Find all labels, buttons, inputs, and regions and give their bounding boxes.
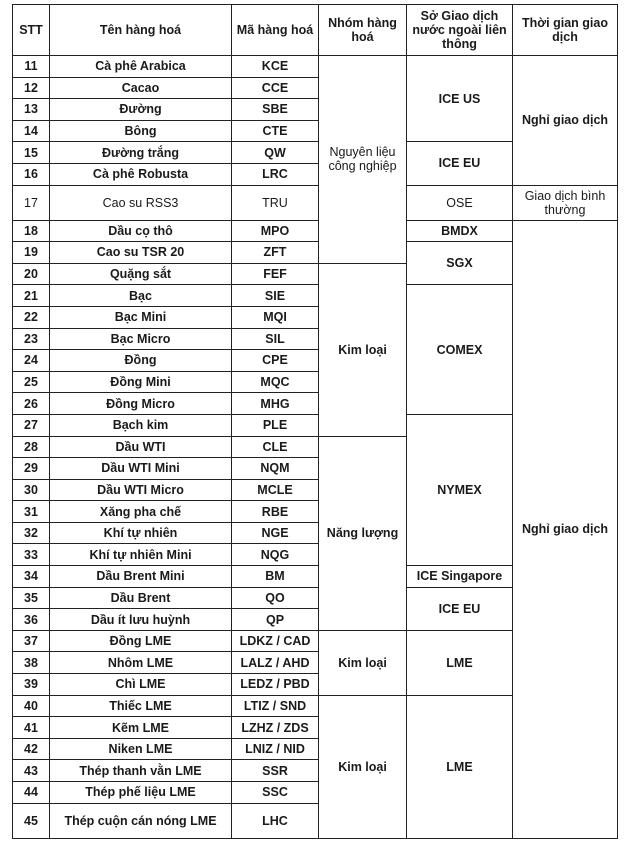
name-cell: Cacao [50, 77, 232, 99]
code-cell: QP [232, 609, 319, 631]
name-cell: Đồng Micro [50, 393, 232, 415]
stt-cell: 25 [13, 371, 50, 393]
exchange-cell: OSE [407, 185, 513, 220]
name-cell: Cà phê Arabica [50, 56, 232, 78]
name-cell: Thép thanh vằn LME [50, 760, 232, 782]
table-row [13, 185, 618, 220]
stt-cell: 36 [13, 609, 50, 631]
code-cell: LHC [232, 803, 319, 838]
name-cell: Dầu cọ thô [50, 220, 232, 242]
stt-cell: 16 [13, 163, 50, 185]
stt-cell: 15 [13, 142, 50, 164]
name-cell: Khí tự nhiên [50, 522, 232, 544]
name-cell: Dầu Brent [50, 587, 232, 609]
stt-cell: 14 [13, 120, 50, 142]
stt-cell: 38 [13, 652, 50, 674]
header-group: Nhóm hàng hoá [319, 5, 407, 56]
exchange-cell: SGX [407, 242, 513, 285]
stt-cell: 20 [13, 263, 50, 285]
code-cell: SSR [232, 760, 319, 782]
stt-cell: 18 [13, 220, 50, 242]
stt-cell: 26 [13, 393, 50, 415]
name-cell: Chì LME [50, 674, 232, 696]
name-cell: Dầu WTI [50, 436, 232, 458]
code-cell: CCE [232, 77, 319, 99]
code-cell: NGE [232, 522, 319, 544]
stt-cell: 13 [13, 99, 50, 121]
stt-cell: 39 [13, 674, 50, 696]
name-cell: Đồng Mini [50, 371, 232, 393]
exchange-cell: LME [407, 630, 513, 695]
code-cell: FEF [232, 263, 319, 285]
exchange-cell: ICE EU [407, 142, 513, 185]
code-cell: LNIZ / NID [232, 738, 319, 760]
stt-cell: 32 [13, 522, 50, 544]
name-cell: Bạc [50, 285, 232, 307]
stt-cell: 40 [13, 695, 50, 717]
time-cell: Giao dịch bình thường [513, 185, 618, 220]
stt-cell: 12 [13, 77, 50, 99]
name-cell: Thép phế liệu LME [50, 782, 232, 804]
stt-cell: 35 [13, 587, 50, 609]
stt-cell: 42 [13, 738, 50, 760]
code-cell: PLE [232, 414, 319, 436]
header-name: Tên hàng hoá [50, 5, 232, 56]
stt-cell: 37 [13, 630, 50, 652]
stt-cell: 19 [13, 242, 50, 264]
code-cell: NQG [232, 544, 319, 566]
header-time: Thời gian giao dịch [513, 5, 618, 56]
stt-cell: 45 [13, 803, 50, 838]
group-cell: Kim loại [319, 630, 407, 695]
table-row [13, 56, 618, 78]
time-cell: Nghỉ giao dịch [513, 56, 618, 186]
code-cell: MQI [232, 306, 319, 328]
name-cell: Đồng [50, 350, 232, 372]
code-cell: SBE [232, 99, 319, 121]
name-cell: Dầu Brent Mini [50, 566, 232, 588]
stt-cell: 44 [13, 782, 50, 804]
name-cell: Kẽm LME [50, 717, 232, 739]
code-cell: MCLE [232, 479, 319, 501]
name-cell: Thiếc LME [50, 695, 232, 717]
name-cell: Cao su TSR 20 [50, 242, 232, 264]
code-cell: QW [232, 142, 319, 164]
name-cell: Bạch kim [50, 414, 232, 436]
name-cell: Niken LME [50, 738, 232, 760]
group-cell: Năng lượng [319, 436, 407, 630]
code-cell: SSC [232, 782, 319, 804]
exchange-cell: LME [407, 695, 513, 838]
header-exchange: Sở Giao dịch nước ngoài liên thông [407, 5, 513, 56]
commodity-table [12, 4, 618, 839]
code-cell: CPE [232, 350, 319, 372]
exchange-cell: ICE EU [407, 587, 513, 630]
code-cell: MHG [232, 393, 319, 415]
code-cell: LALZ / AHD [232, 652, 319, 674]
name-cell: Xăng pha chế [50, 501, 232, 523]
code-cell: LEDZ / PBD [232, 674, 319, 696]
code-cell: LZHZ / ZDS [232, 717, 319, 739]
stt-cell: 17 [13, 185, 50, 220]
code-cell: MPO [232, 220, 319, 242]
stt-cell: 21 [13, 285, 50, 307]
stt-cell: 30 [13, 479, 50, 501]
code-cell: BM [232, 566, 319, 588]
code-cell: SIE [232, 285, 319, 307]
name-cell: Dầu WTI Micro [50, 479, 232, 501]
time-cell: Nghỉ giao dịch [513, 220, 618, 838]
exchange-cell: ICE Singapore [407, 566, 513, 588]
name-cell: Dầu ít lưu huỳnh [50, 609, 232, 631]
stt-cell: 23 [13, 328, 50, 350]
group-cell: Nguyên liệu công nghiệp [319, 56, 407, 264]
code-cell: SIL [232, 328, 319, 350]
header-stt: STT [13, 5, 50, 56]
code-cell: RBE [232, 501, 319, 523]
table-row [13, 220, 618, 242]
code-cell: NQM [232, 458, 319, 480]
exchange-cell: BMDX [407, 220, 513, 242]
name-cell: Bạc Mini [50, 306, 232, 328]
name-cell: Nhôm LME [50, 652, 232, 674]
stt-cell: 31 [13, 501, 50, 523]
stt-cell: 43 [13, 760, 50, 782]
code-cell: LRC [232, 163, 319, 185]
code-cell: TRU [232, 185, 319, 220]
code-cell: MQC [232, 371, 319, 393]
stt-cell: 27 [13, 414, 50, 436]
header-code: Mã hàng hoá [232, 5, 319, 56]
name-cell: Đường [50, 99, 232, 121]
stt-cell: 33 [13, 544, 50, 566]
name-cell: Khí tự nhiên Mini [50, 544, 232, 566]
name-cell: Cao su RSS3 [50, 185, 232, 220]
code-cell: KCE [232, 56, 319, 78]
code-cell: LTIZ / SND [232, 695, 319, 717]
name-cell: Đồng LME [50, 630, 232, 652]
code-cell: QO [232, 587, 319, 609]
code-cell: CTE [232, 120, 319, 142]
stt-cell: 41 [13, 717, 50, 739]
stt-cell: 11 [13, 56, 50, 78]
stt-cell: 28 [13, 436, 50, 458]
name-cell: Đường trắng [50, 142, 232, 164]
name-cell: Quặng sắt [50, 263, 232, 285]
header-row [13, 5, 618, 56]
stt-cell: 22 [13, 306, 50, 328]
code-cell: ZFT [232, 242, 319, 264]
name-cell: Dầu WTI Mini [50, 458, 232, 480]
group-cell: Kim loại [319, 263, 407, 436]
name-cell: Cà phê Robusta [50, 163, 232, 185]
name-cell: Thép cuộn cán nóng LME [50, 803, 232, 838]
stt-cell: 34 [13, 566, 50, 588]
code-cell: CLE [232, 436, 319, 458]
name-cell: Bạc Micro [50, 328, 232, 350]
code-cell: LDKZ / CAD [232, 630, 319, 652]
name-cell: Bông [50, 120, 232, 142]
exchange-cell: ICE US [407, 56, 513, 142]
exchange-cell: COMEX [407, 285, 513, 415]
stt-cell: 24 [13, 350, 50, 372]
group-cell: Kim loại [319, 695, 407, 838]
exchange-cell: NYMEX [407, 414, 513, 565]
stt-cell: 29 [13, 458, 50, 480]
